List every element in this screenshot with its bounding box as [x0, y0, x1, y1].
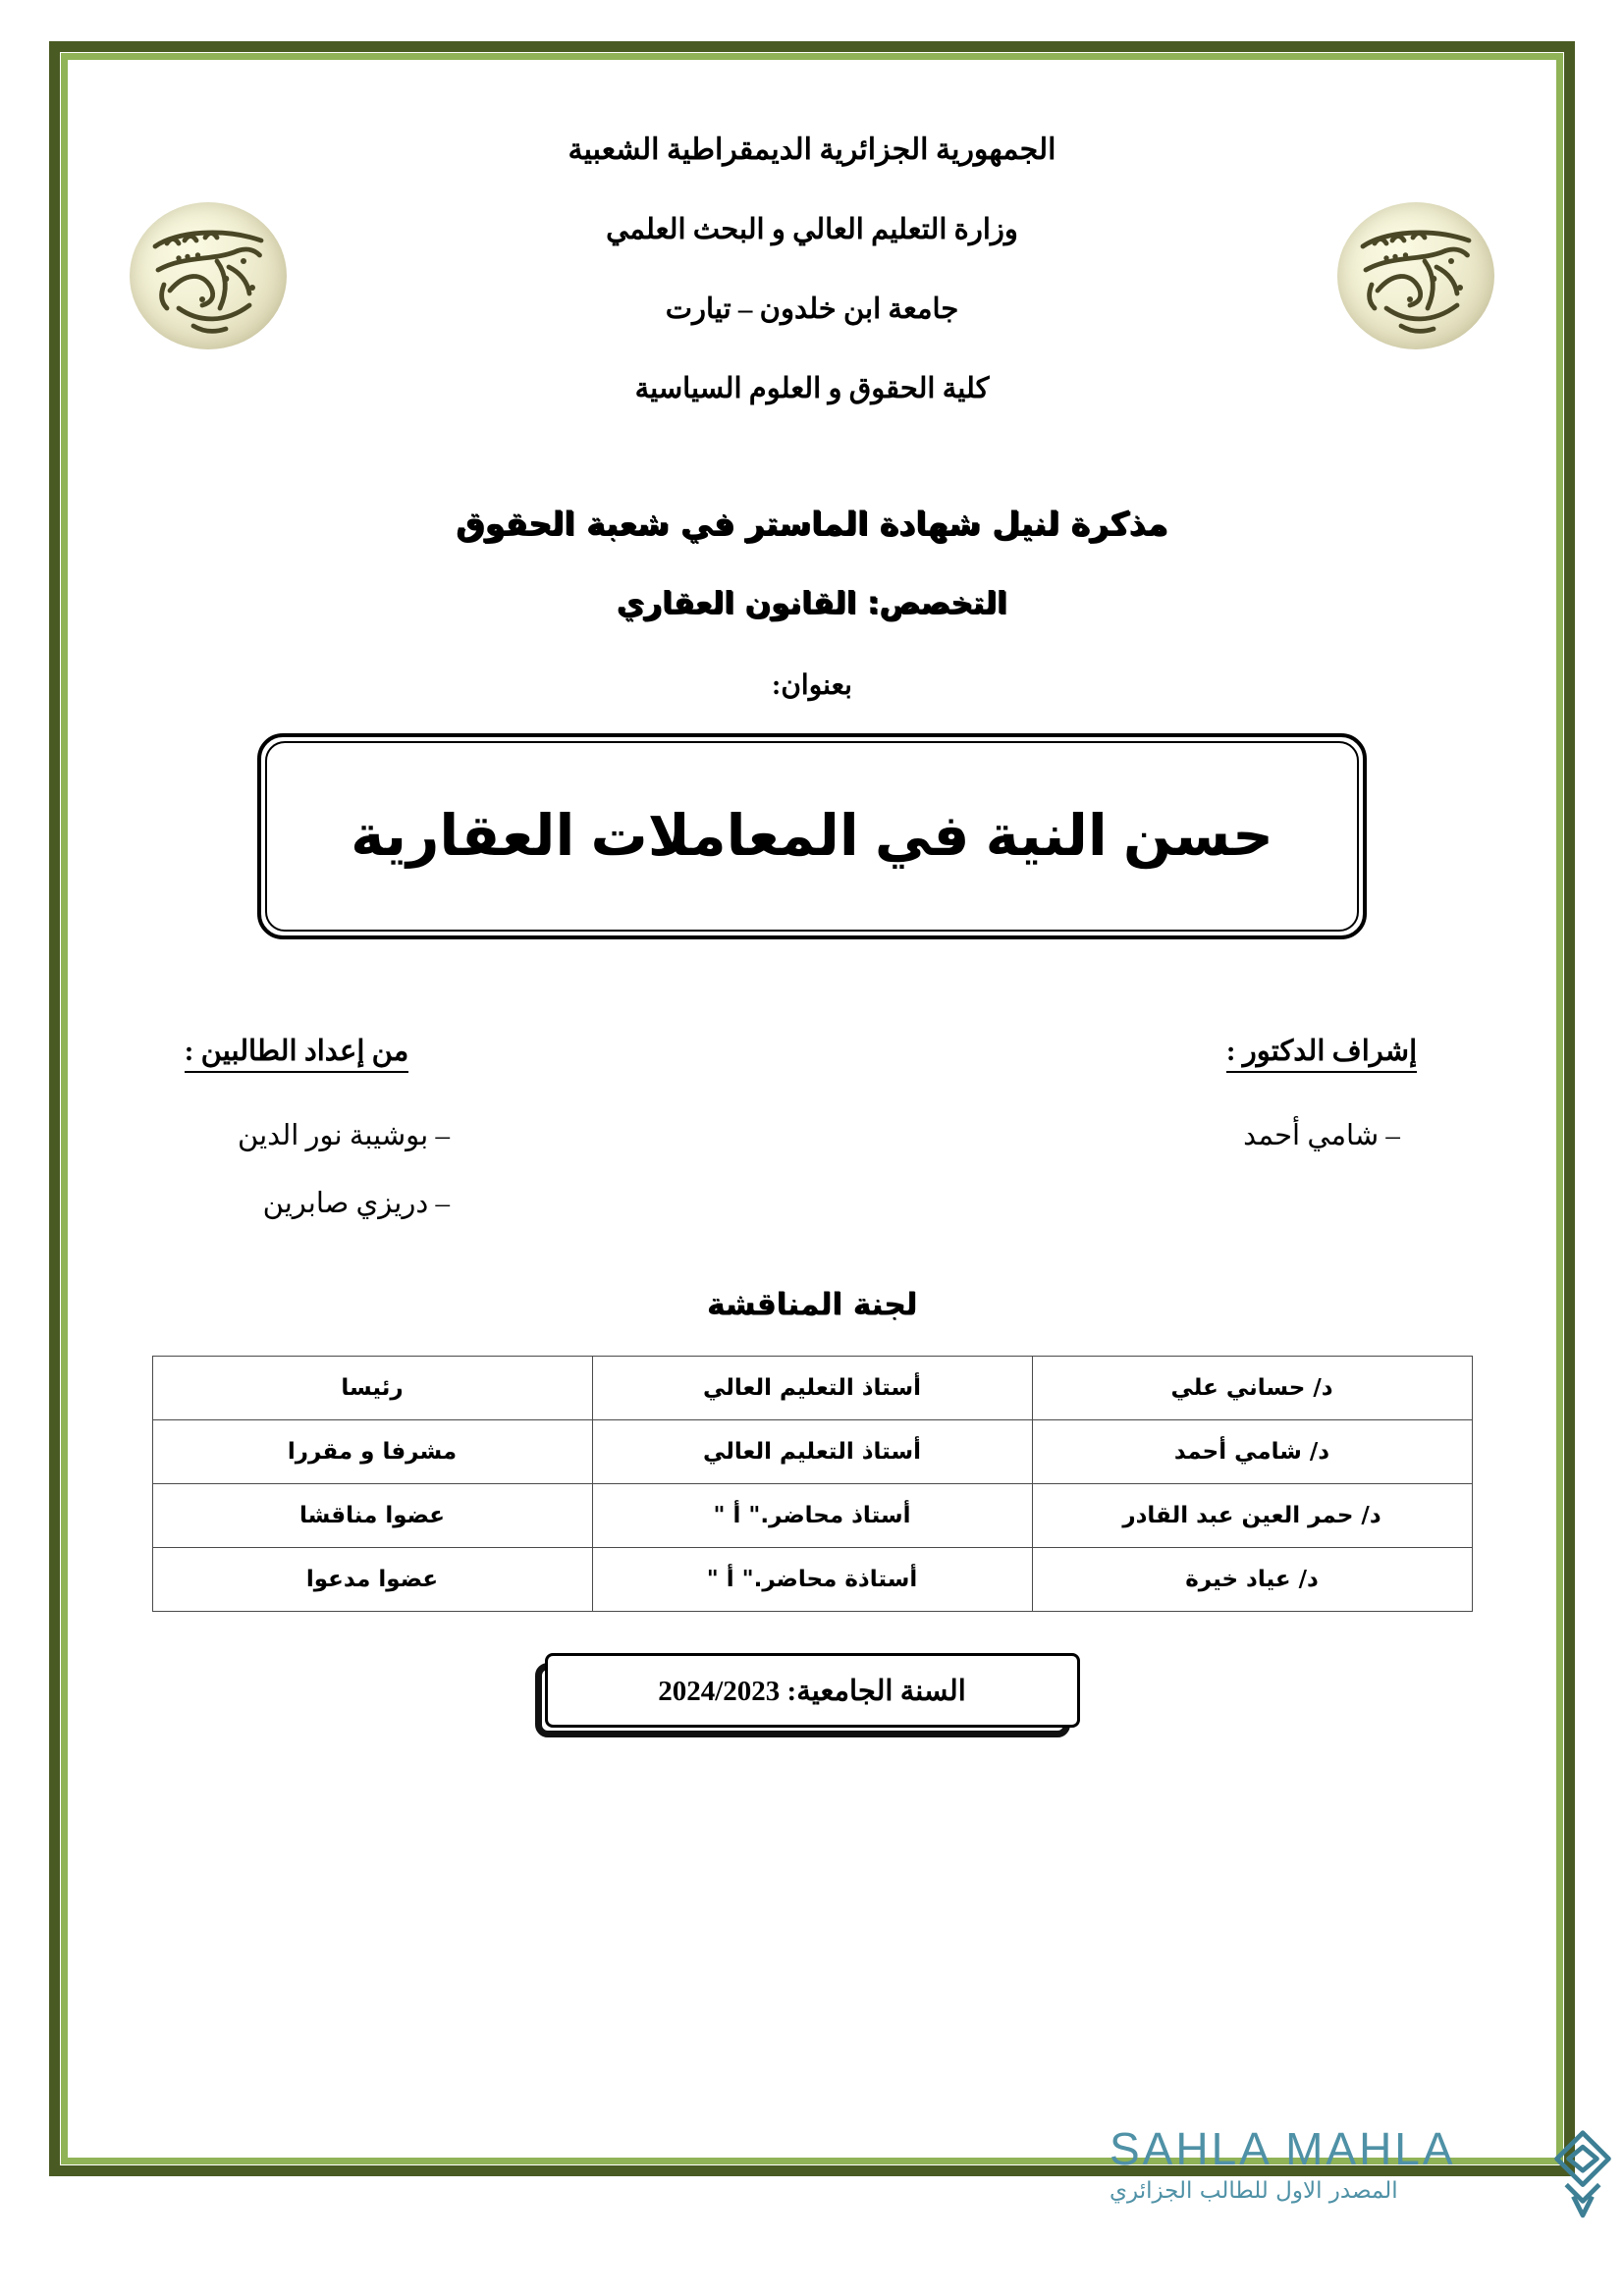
sahla-mahla-watermark — [1110, 2123, 1620, 2254]
supervisor-block — [1164, 1034, 1479, 1254]
thesis-title-box — [257, 733, 1367, 939]
jury-member-role: مشرفا و مقررا — [152, 1420, 592, 1484]
jury-member-rank: أستاذ التعليم العالي — [592, 1420, 1032, 1484]
table-row — [152, 1420, 1472, 1484]
header-zone — [88, 135, 1536, 489]
institution-header — [88, 135, 1536, 403]
jury-member-rank: أستاذ محاضر." أ " — [592, 1484, 1032, 1548]
title-box-inner-border — [265, 741, 1359, 932]
jury-member-name: د/ شامي أحمد — [1032, 1420, 1472, 1484]
jury-member-role: عضوا مناقشا — [152, 1484, 592, 1548]
university-seal-left-icon — [130, 202, 287, 349]
watermark-brand-name: SAHLA MAHLA — [1110, 2123, 1456, 2174]
sahla-mahla-diamond-icon — [1547, 2128, 1618, 2222]
academic-year-box — [545, 1653, 1080, 1737]
jury-table — [152, 1356, 1473, 1612]
academic-year-text: السنة الجامعية: 2024/2023 — [658, 1675, 966, 1707]
faculty-line: كلية الحقوق و العلوم السياسية — [634, 373, 990, 404]
degree-statement — [88, 505, 1536, 621]
country-line: الجمهورية الجزائرية الديمقراطية الشعبية — [568, 133, 1056, 166]
university-seal-right-icon — [1337, 202, 1494, 349]
watermark-tagline: المصدر الاول للطالب الجزائري — [1110, 2178, 1398, 2204]
supervisor-heading: إشراف الدكتور : — [1226, 1034, 1417, 1073]
people-section — [88, 1034, 1536, 1254]
table-row — [152, 1484, 1472, 1548]
jury-member-rank: أستاذ التعليم العالي — [592, 1357, 1032, 1420]
students-heading: من إعداد الطالبين : — [185, 1034, 409, 1073]
specialty-line: التخصص: القانون العقاري — [617, 586, 1007, 621]
supervisor-name: – شامي أحمد — [1243, 1120, 1400, 1151]
students-block — [139, 1034, 454, 1254]
table-row — [152, 1548, 1472, 1612]
ministry-line: وزارة التعليم العالي و البحث العلمي — [606, 214, 1018, 245]
jury-member-rank: أستاذة محاضر." أ " — [592, 1548, 1032, 1612]
thesis-title: حسن النية في المعاملات العقارية — [351, 803, 1273, 868]
page-content — [88, 79, 1536, 2140]
student-name: – دريزي صابرين — [262, 1188, 450, 1219]
jury-member-name: د/ حساني علي — [1032, 1357, 1472, 1420]
table-row — [152, 1357, 1472, 1420]
university-line: جامعة ابن خلدون – تيارت — [665, 294, 959, 325]
jury-member-name: د/ حمر العين عبد القادر — [1032, 1484, 1472, 1548]
jury-member-role: رئيسا — [152, 1357, 592, 1420]
title-label: بعنوان: — [772, 670, 852, 701]
jury-member-role: عضوا مدعوا — [152, 1548, 592, 1612]
degree-line: مذكرة لنيل شهادة الماستر في شعبة الحقوق — [456, 505, 1168, 543]
academic-year-box-frame — [545, 1653, 1080, 1728]
jury-member-name: د/ عياد خيرة — [1032, 1548, 1472, 1612]
student-name: – بوشيبة نور الدين — [238, 1120, 450, 1151]
jury-title: لجنة المناقشة — [706, 1287, 918, 1322]
